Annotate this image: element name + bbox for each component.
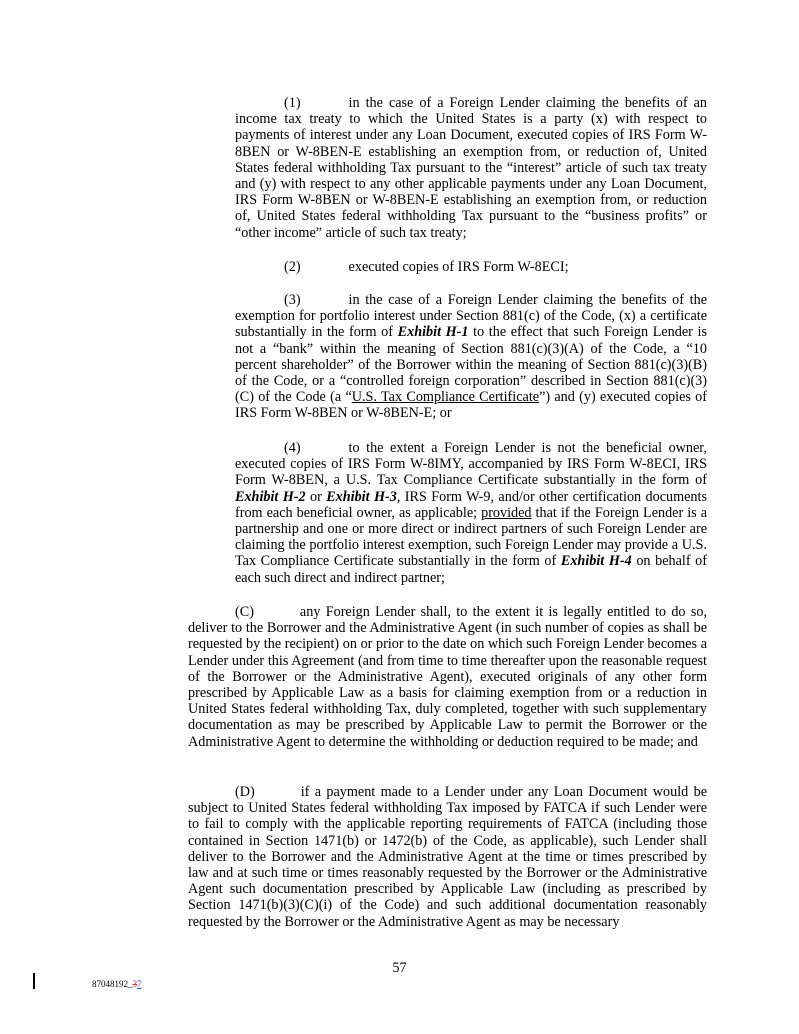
paragraph-c-number: (C) [235,604,254,620]
paragraph-4-text-c: , IRS Form W-9, and/or other certification documents from each beneficial owner, as applicable; [235,488,707,521]
paragraph-2 [235,259,707,275]
revision-change-bar [33,973,35,989]
paragraph-4 [235,440,707,586]
paragraph-3-text-c: ”) and (y) executed copies of IRS Form W-8BEN or W-8BEN-E; or [235,389,707,422]
paragraph-c-text: any Foreign Lender shall, to the extent it is legally entitled to do so, deliver to the Borrower and the Administrative Agent (in such number of copies as shall be requested by the recipient) on or prior to the date on which such Foreign Lender becomes a Lender under this Agreement (and from time to time thereafter upon the reasonable request of the Borrower or the Administrative Agent), executed originals of any other form prescribed by Applicable Law as a basis for claiming exemption from or a reduction in United States federal withholding Tax, duly completed, together with such supplementary documentation as may be prescribed by Applicable Law to permit the Borrower or the Administrative Agent to determine the withholding or deduction required to be made; and [188,604,707,750]
paragraph-1-text: in the case of a Foreign Lender claiming the benefits of an income tax treaty to which the United States is a party (x) with respect to payments of interest under any Loan Document, executed copies of IRS Form W-8BEN or W-8BEN-E establishing an exemption from, or reduction of, United States federal withholding Tax pursuant to the “interest” article of such tax treaty and (y) with respect to any other applicable payments under any Loan Document, IRS Form W-8BEN or W-8BEN-E establishing an exemption from, or reduction of, United States federal withholding Tax pursuant to the “business profits” or “other income” article of such tax treaty; [235,95,707,241]
document-id [92,979,142,989]
exhibit-h3-reference: Exhibit H-3 [326,488,397,505]
defined-term-us-tax-compliance-certificate: U.S. Tax Compliance Certificate [351,389,540,406]
paragraph-3-text-a: in the case of a Foreign Lender claiming the benefits of the exemption for portfolio interest under Section 881(c) of the Code, (x) a certificate substantially in the form of [235,292,707,341]
paragraph-d [188,784,707,930]
paragraph-d-text: if a payment made to a Lender under any Loan Document would be subject to United States federal withholding Tax imposed by FATCA if such Lender were to fail to comply with the applicable reporting requirements of FATCA (including those contained in Section 1471(b) or 1472(b) of the Code, as applicable), such Lender shall deliver to the Borrower and the Administrative Agent at the time or times prescribed by law and at such time or times reasonably requested by the Borrower or the Administrative Agent such documentation prescribed by Applicable Law (including as prescribed by Section 1471(b)(3)(C)(i) of the Code) and such additional documentation reasonably requested by the Borrower or the Administrative Agent as may be necessary [188,784,707,930]
paragraph-2-text: executed copies of IRS Form W-8ECI; [348,259,569,275]
page-number: 57 [392,960,407,976]
document-id-number: 87048192_ [92,979,133,989]
paragraph-3-text-b: to the effect that such Foreign Lender is not a “bank” within the meaning of Section 881(c)(3)(A) of the Code, a “10 percent shareholder” of the Borrower within the meaning of Section 881(c)(3)(B) of the Code, or a “controlled foreign corporation” described in Section 881(c)(3)(C) of the Code (a “ [235,324,707,406]
provided-term: provided [481,504,532,521]
paragraph-d-number: (D) [235,784,255,800]
paragraph-4-text-d: that if the Foreign Lender is a partnership and one or more direct or indirect partners of such Foreign Lender are claiming the portfolio interest exemption, such Foreign Lender may provide a U.S. Tax Compliance Certificate substantially in the form of [235,504,707,570]
paragraph-4-text-a: to the extent a Foreign Lender is not the beneficial owner, executed copies of IRS Form W-8IMY, accompanied by IRS Form W-8ECI, IRS Form W-8BEN, a U.S. Tax Compliance Certificate substantially in the form of [235,440,707,489]
paragraph-3-number: (3) [284,292,301,308]
exhibit-h4-reference: Exhibit H-4 [560,553,632,570]
exhibit-h2-reference: Exhibit H-2 [235,488,306,505]
paragraph-3 [235,292,707,422]
document-version-inserted: 7 [137,979,142,989]
paragraph-4-text-b: or [305,488,327,505]
paragraph-1 [235,95,707,241]
paragraph-4-number: (4) [284,440,301,456]
paragraph-4-text-e: on behalf of each such direct and indirect partner; [235,553,707,586]
paragraph-2-number: (2) [284,259,301,275]
paragraph-1-number: (1) [284,95,301,111]
document-version-deleted: 3 [132,979,137,989]
paragraph-c [188,604,707,750]
exhibit-h1-reference: Exhibit H-1 [397,324,469,341]
